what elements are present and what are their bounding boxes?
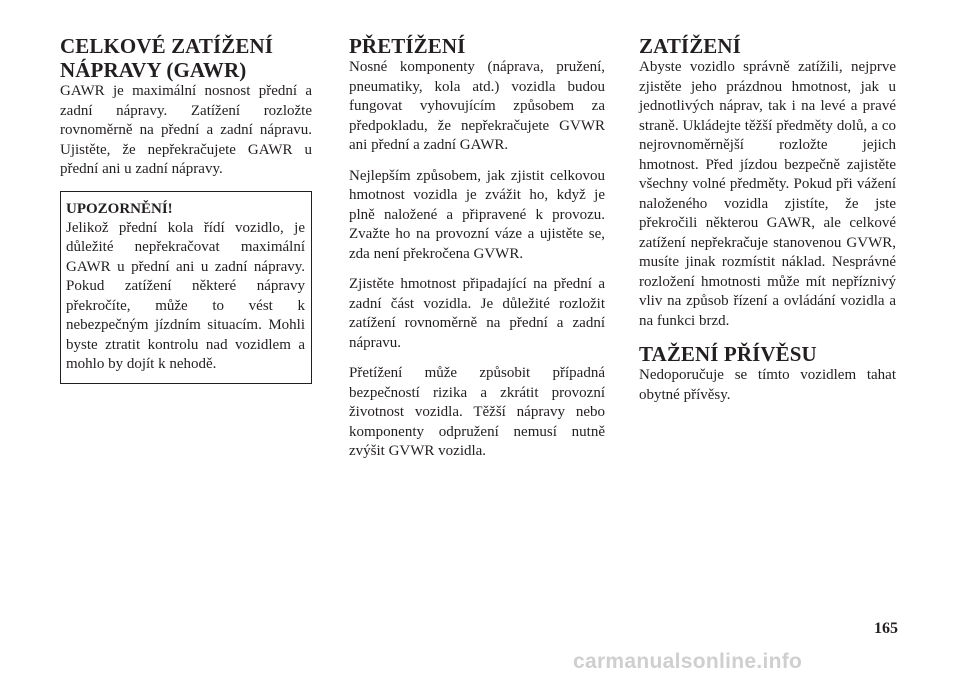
heading-gawr: CELKOVÉ ZATÍŽENÍ NÁPRAVY (GAWR) xyxy=(60,34,274,82)
heading-trailer-towing: TAŽENÍ PŘÍVĚSU xyxy=(639,342,817,366)
heading-overload: PŘETÍŽENÍ xyxy=(349,34,466,58)
page-number: 165 xyxy=(874,620,898,637)
watermark: carmanualsonline.info xyxy=(573,650,803,673)
paragraph-loading: Abyste vozidlo správně zatížili, nejprve zjistěte jeho prázdnou hmotnost, jak u jednotlivých náprav, tak i na levé a pravé straně. Ukládejte těžší předměty dolů, a co nejrovnoměrnější rozložte jejich hmotnost. Před jízdou bezpečně zajistěte všechny volné předměty. Pokud při vážení naloženého vozidla zjistíte, že jste překročili některou GAWR, ale celkové zatížení nepřekračuje stanovenou GVWR, musíte jinak rozmístit náklad. Nesprávné rozložení hmotnosti může mít nepříznivý vliv na způsob řízení a ovládání vozidla a na funkci brzd. xyxy=(639,59,896,329)
warning-title: UPOZORNĚNÍ! xyxy=(66,200,173,217)
paragraph-overload-4: Přetížení může způsobit případná bezpečností rizika a zkrátit provozní životnost vozidla. Těžší nápravy nebo komponenty odpružení nemusí nutně zvýšit GVWR vozidla. xyxy=(349,365,605,459)
paragraph-gawr: GAWR je maximální nosnost přední a zadní nápravy. Zatížení rozložte rovnoměrně na přední a zadní nápravu. Ujistěte, že nepřekračujete GAWR u přední ani u zadní nápravy. xyxy=(60,83,312,177)
column-gawr xyxy=(60,34,312,384)
warning-text: Jelikož přední kola řídí vozidlo, je důležité nepřekračovat maximální GAWR u přední ani u zadní nápravy. Pokud zatížení některé nápravy překročíte, může to vést k nebezpečným jízdním situacím. Mohli byste ztratit kontrolu nad vozidlem a mohlo by dojít k nehodě. xyxy=(66,219,305,372)
paragraph-overload-2: Nejlepším způsobem, jak zjistit celkovou hmotnost vozidla je zvážit ho, když je plně naložené a připravené k provozu. Zvažte ho na provozní váze a ujistěte se, zda není překročena GVWR. xyxy=(349,167,605,262)
paragraph-overload-1: Nosné komponenty (náprava, pružení, pneumatiky, kola atd.) vozidla budou fungovat vyhovujícím způsobem za předpokladu, že nepřekračujete GVWR ani přední a zadní GAWR. xyxy=(349,59,605,153)
column-loading xyxy=(639,34,896,416)
warning-box xyxy=(60,191,312,384)
paragraph-overload-3: Zjistěte hmotnost připadající na přední a zadní část vozidla. Je důležité rozložit zatížení rovnoměrně na přední a zadní nápravu. xyxy=(349,276,605,351)
heading-loading: ZATÍŽENÍ xyxy=(639,34,741,58)
paragraph-trailer-towing: Nedoporučuje se tímto vozidlem tahat obytné přívěsy. xyxy=(639,367,896,403)
column-overload xyxy=(349,34,605,473)
